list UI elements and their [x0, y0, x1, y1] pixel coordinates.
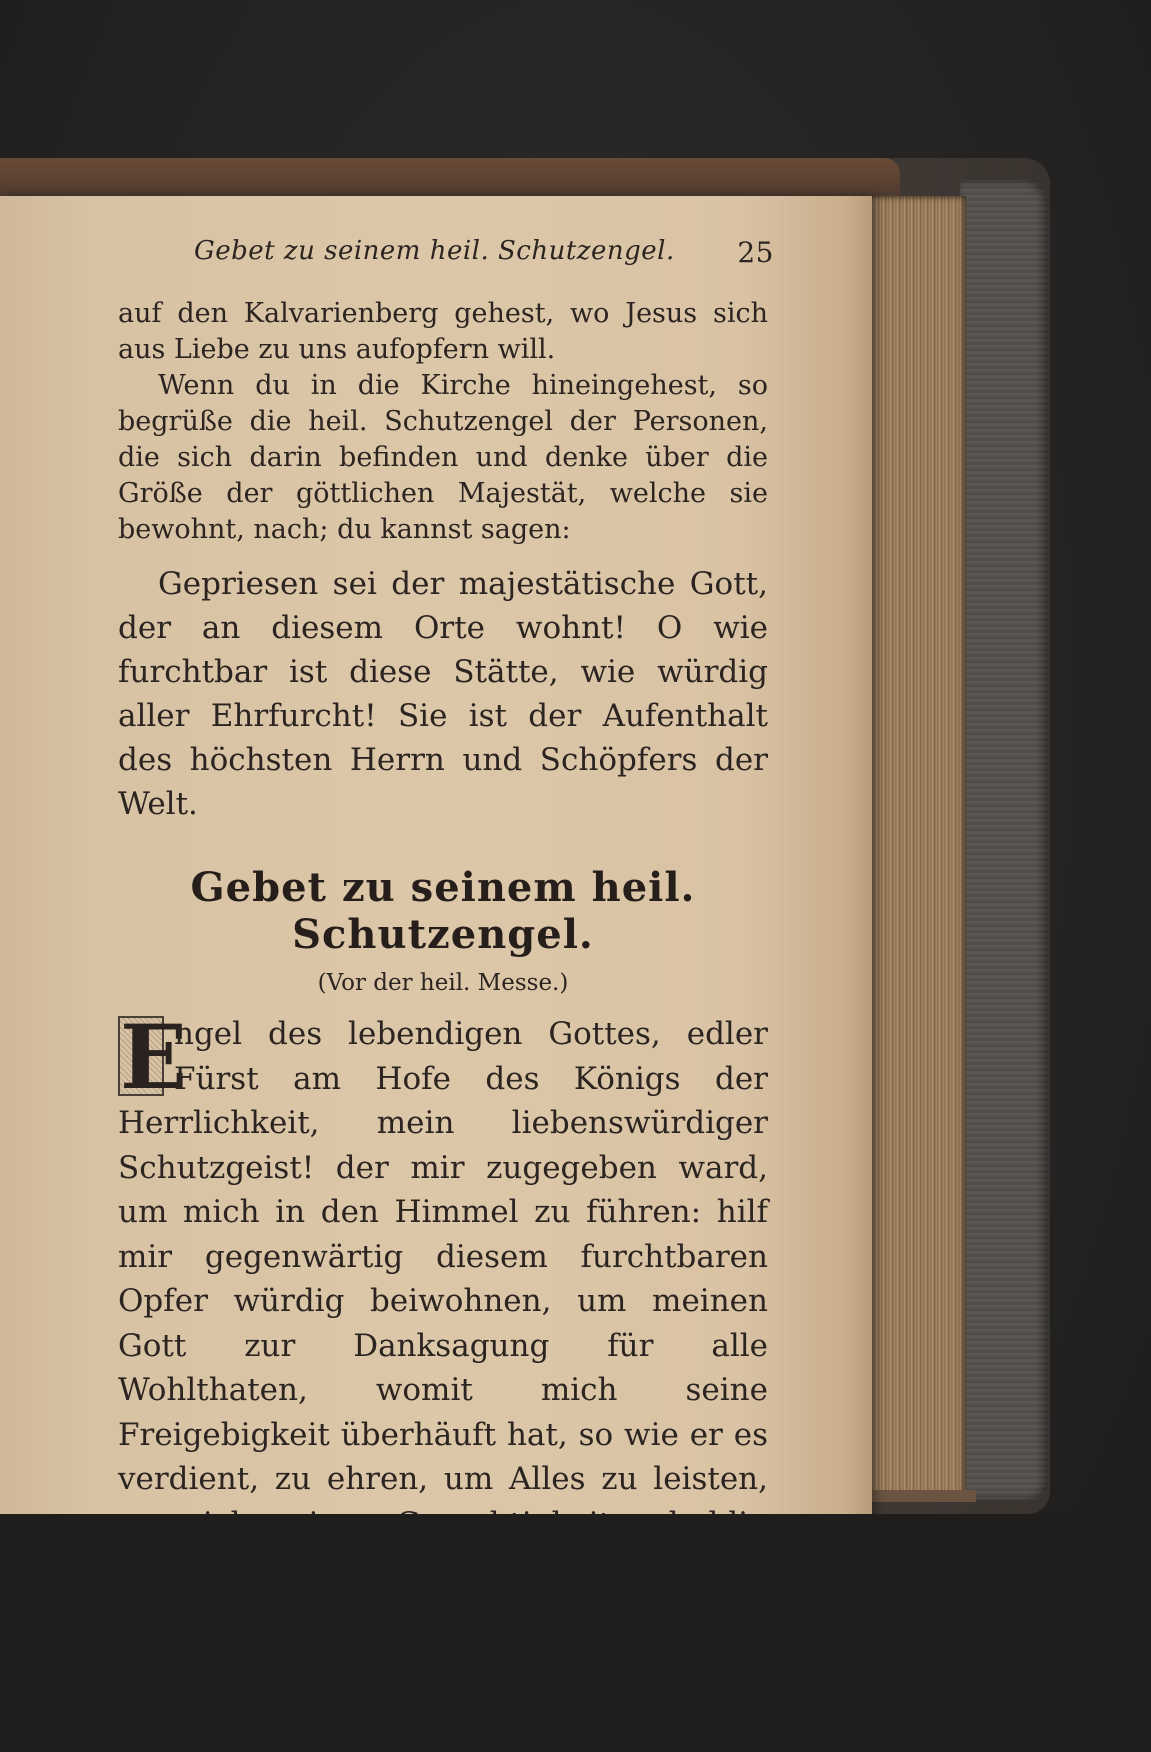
paragraph-continuation: auf den Kalvarienberg gehest, wo Jesus sich aus Liebe zu uns aufopfern will.	[118, 298, 768, 365]
large-text-section	[118, 562, 768, 826]
running-title: Gebet zu seinem heil. Schutzengel.	[194, 236, 675, 266]
paragraph-praise: Gepriesen sei der majestätische Gott, der an diesem Orte wohnt! O wie furchtbar ist diese Stätte, wie würdig aller Ehrfurcht! Sie ist der Aufenthalt des höchsten Herrn und Schöpfers der Welt.	[118, 566, 768, 822]
prayer-body	[118, 1005, 768, 1591]
drop-cap-initial: E	[120, 1005, 188, 1109]
page-block-bottom	[868, 1490, 976, 1502]
prayer-heading: Gebet zu seinem heil. Schutzengel.	[190, 864, 696, 958]
page-block-edges	[866, 196, 966, 1502]
prayer-text: ngel des lebendigen Gottes, edler Fürst am Hofe des Königs der Herrlichkeit, mein liebenswürdiger Schutzgeist! der mir zugegeben ward, um mich in den Himmel zu führen: hilf mir gegenwärtig diesem furchtbaren Opfer würdig beiwohnen, um meinen Gott zur Danksagung für alle Wohlthaten, womit mich seine Freigebigkeit überhäuft hat, so wie er es verdient, zu ehren, um Alles zu leisten,	[118, 1016, 768, 1497]
book-cover-fore-edge	[960, 180, 1048, 1500]
page-number: 25	[737, 236, 774, 269]
book-cover-top-edge	[0, 158, 900, 198]
book-page	[0, 196, 872, 1518]
small-text-section	[118, 296, 768, 548]
page-text-block	[118, 232, 774, 1591]
prayer-subheading: (Vor der heil. Messe.)	[317, 970, 569, 996]
paragraph-instruction: Wenn du in die Kirche hineingehest, so begrüße die heil. Schutzengel der Personen, die sich darin befinden und denke über die Größe der göttlichen Majestät, welche sie bewohnt, nach; du kannst sagen:	[118, 370, 768, 545]
background-surface	[0, 1514, 1151, 1752]
running-head	[118, 232, 774, 278]
